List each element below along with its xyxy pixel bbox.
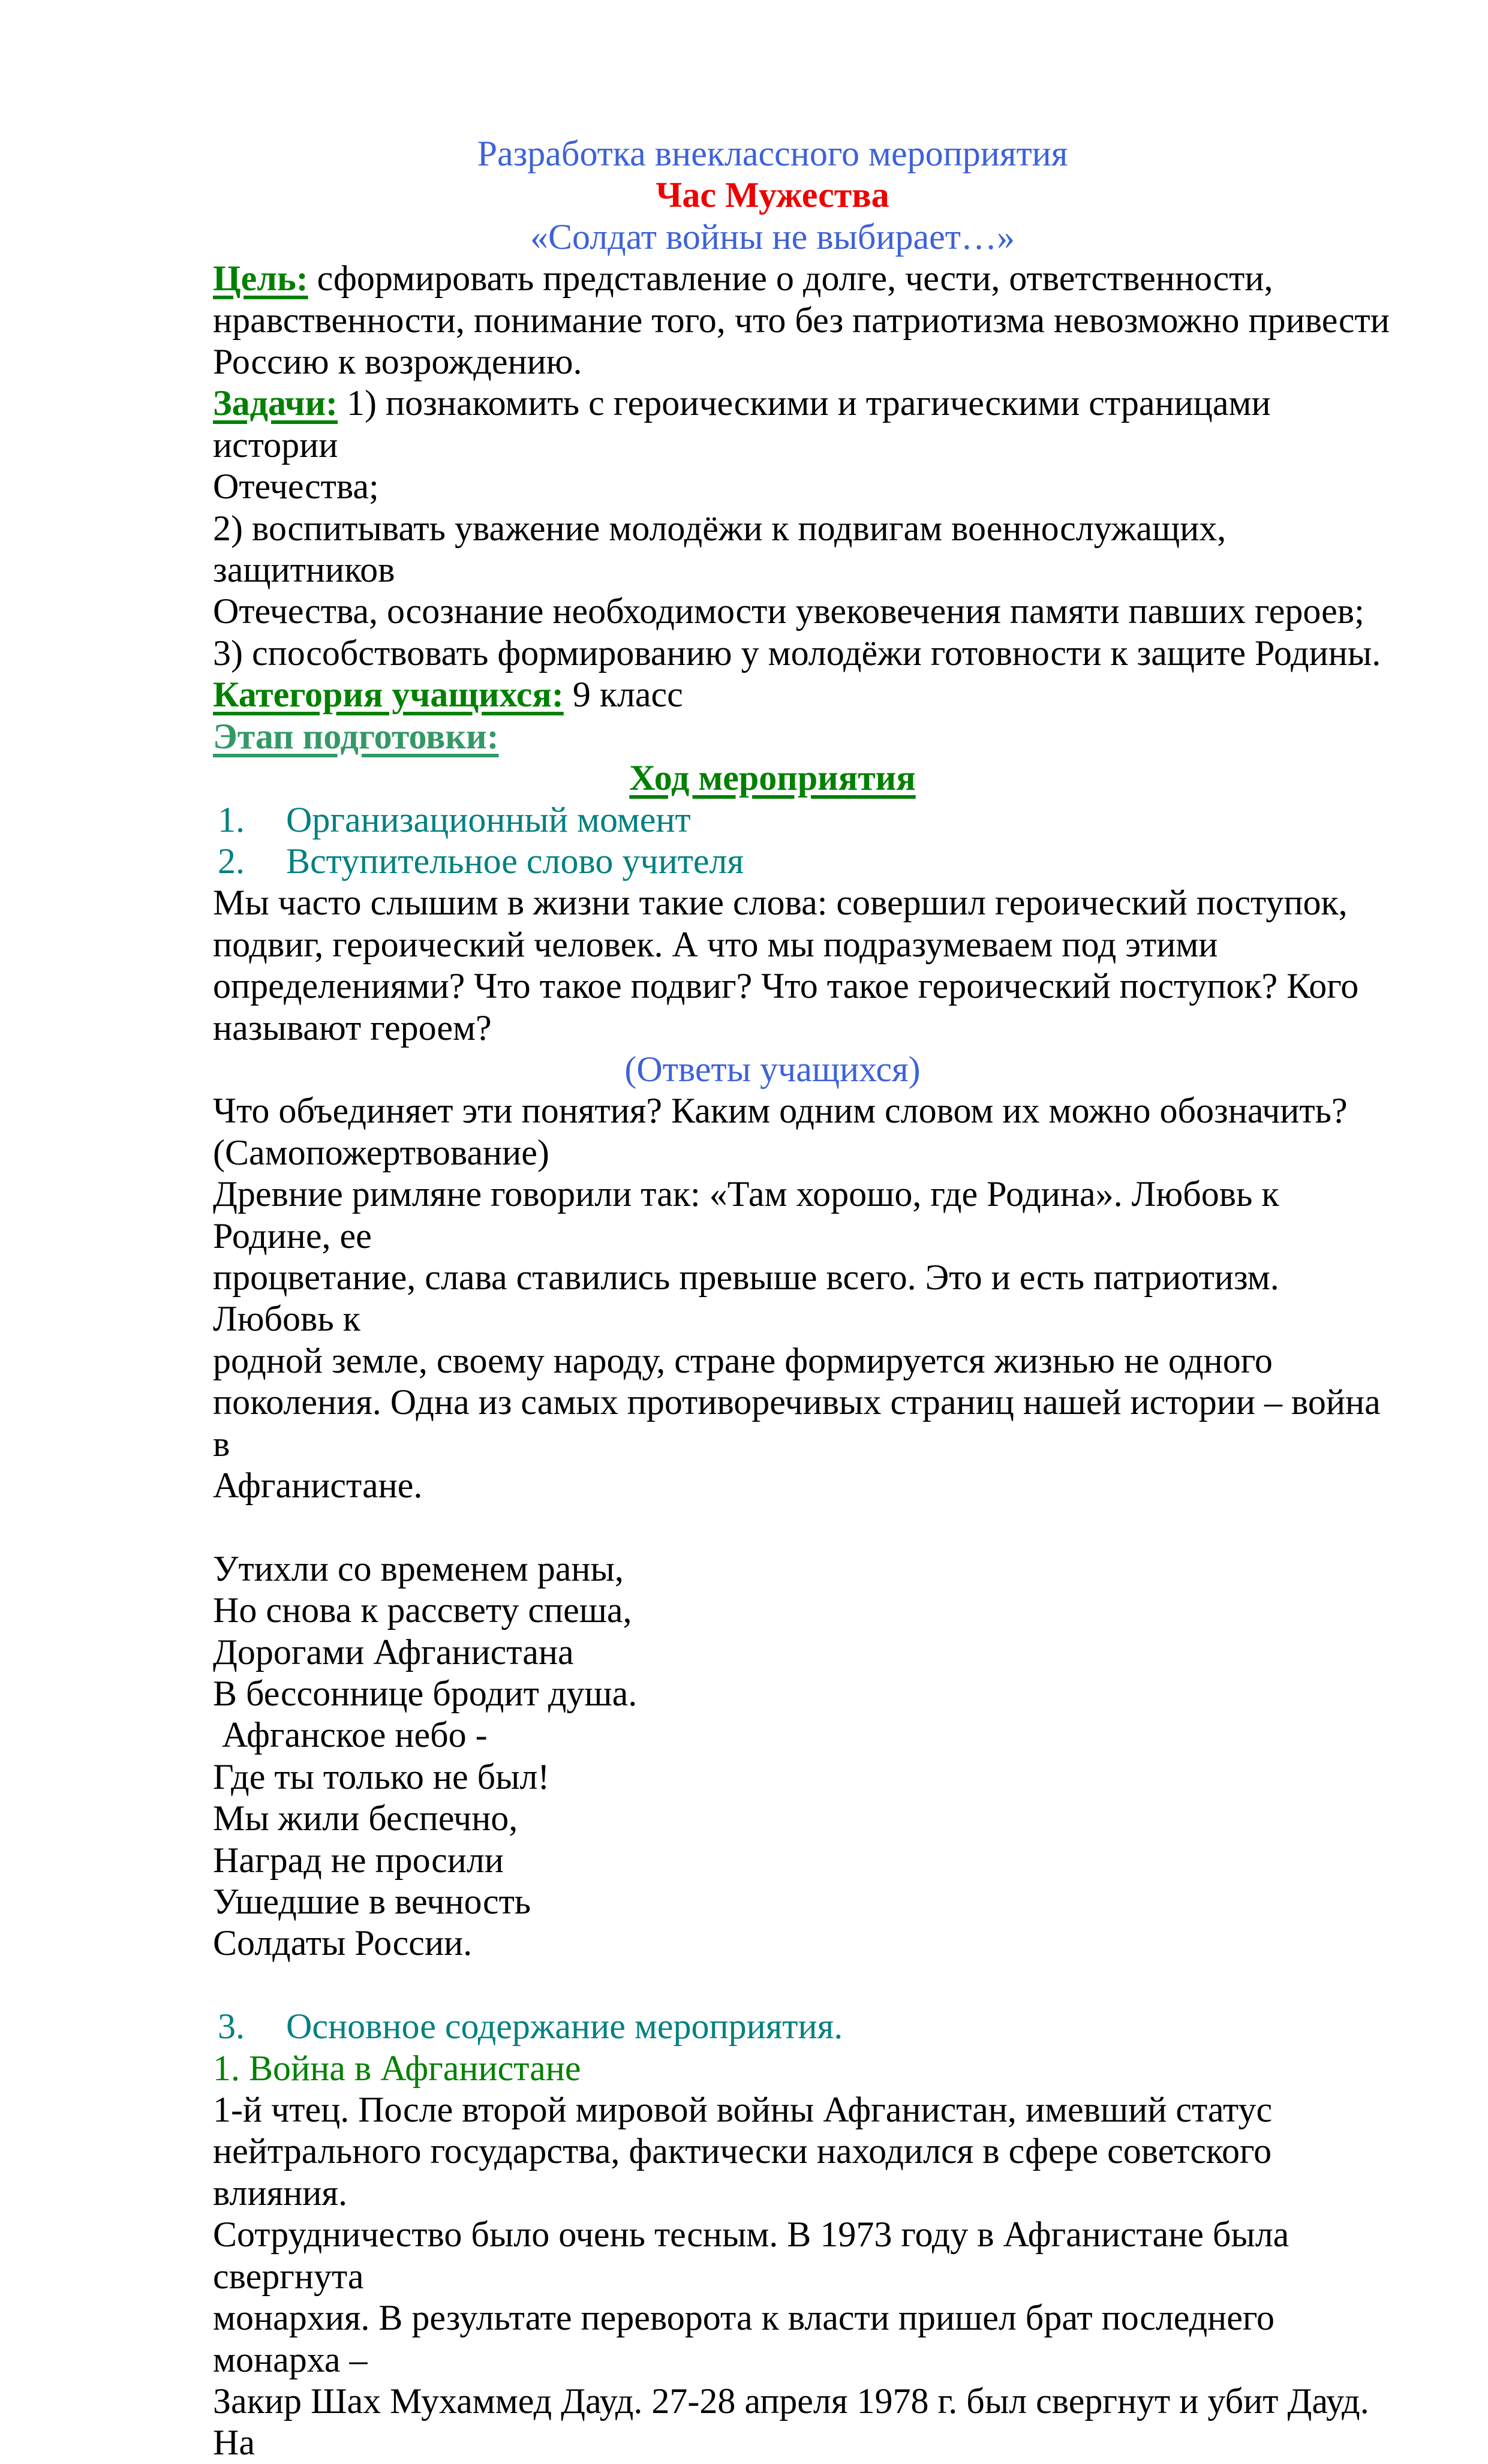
category-line (213, 674, 1398, 715)
stage-label: Этап подготовки: (213, 716, 499, 756)
category-value: 9 класс (563, 675, 683, 715)
tasks-line (213, 383, 1398, 466)
agenda-heading-line (213, 757, 1398, 799)
tasks-text: 1) познакомить с героическими и трагическими страницами истории (213, 383, 1280, 465)
spacer-line (213, 1506, 1398, 1548)
event-quote-title: «Солдат войны не выбирает…» (530, 216, 1015, 257)
agenda-item-1-number: 1. (218, 799, 245, 840)
intro-paragraph-line: Древние римляне говорили так: «Там хорошо, где Родина». Любовь к Родине, ее (213, 1174, 1288, 1256)
tasks-text-line: Отечества, осознание необходимости увековечения памяти павших героев; (213, 591, 1364, 631)
tasks-label: Задачи: (213, 383, 338, 423)
intro-paragraph-line: поколения. Одна из самых противоречивых страниц нашей истории – война в (213, 1382, 1390, 1464)
category-label: Категория учащихся: (213, 675, 564, 715)
intro-paragraph-line: подвиг, героический человек. А что мы подразумеваем под этими (213, 924, 1218, 964)
intro-paragraph-line: (Самопожертвование) (213, 1132, 549, 1172)
agenda-item-3-text: Основное содержание мероприятия. (286, 2006, 843, 2047)
agenda-item-2-text: Вступительное слово учителя (286, 841, 744, 881)
agenda-item-3 (213, 2006, 1398, 2047)
poem-line: Мы жили беспечно, (213, 1798, 518, 1839)
reader-1-paragraph-line: 1-й чтец. После второй мировой войны Афганистан, имевший статус (213, 2090, 1273, 2130)
intro-paragraph-line: Мы часто слышим в жизни такие слова: совершил героический поступок, (213, 883, 1348, 923)
agenda-item-1 (213, 799, 1398, 841)
poem-line: Утихли со временем раны, (213, 1548, 624, 1588)
goal-text-line: Россию к возрождению. (213, 342, 582, 382)
tasks-text-line: 2) воспитывать уважение молодёжи к подвигам военнослужащих, защитников (213, 508, 1236, 590)
tasks-text-line: 3) способствовать формированию у молодёжи готовности к защите Родины. (213, 633, 1381, 673)
reader-1-paragraph-line: Закир Шах Мухаммед Дауд. 27-28 апреля 1978 г. был свергнут и убит Дауд. На (213, 2381, 1378, 2463)
poem-line: Дорогами Афганистана (213, 1632, 574, 1672)
agenda-item-2-number: 2. (218, 841, 245, 881)
agenda-heading: Ход мероприятия (629, 758, 916, 798)
reader-1-paragraph-line: Сотрудничество было очень тесным. В 1973 году в Афганистане была свергнута (213, 2215, 1298, 2296)
poem-line: Ушедшие в вечность (213, 1882, 531, 1922)
poem-line: Наград не просили (213, 1840, 504, 1880)
poem-line: Где ты только не был! (213, 1756, 550, 1797)
intro-paragraph-line: процветание, слава ставились превыше всего. Это и есть патриотизм. Любовь к (213, 1257, 1288, 1339)
goal-label: Цель: (213, 258, 308, 299)
agenda-item-2 (213, 841, 1398, 882)
event-title: Разработка внеклассного мероприятия (477, 134, 1068, 173)
poem-line: Но снова к рассвету спеша, (213, 1590, 632, 1630)
spacer-line (213, 1964, 1398, 2006)
event-subtitle: Час Мужества (656, 175, 889, 215)
reader-1-paragraph-line: нейтрального государства, фактически находился в сфере советского влияния. (213, 2131, 1281, 2213)
intro-paragraph-line: родной земле, своему народу, стране формируется жизнью не одного (213, 1340, 1273, 1380)
tasks-text-line: Отечества; (213, 467, 379, 507)
section-1-heading: 1. Война в Афганистане (213, 2048, 581, 2088)
reader-1-paragraph-line: монархия. В результате переворота к власти пришел брат последнего монарха – (213, 2298, 1284, 2379)
poem-line: Афганское небо - (213, 1715, 488, 1755)
poem-line: В бессоннице бродит душа. (213, 1674, 638, 1714)
agenda-item-3-number: 3. (218, 2006, 245, 2047)
poem-line: Солдаты России. (213, 1923, 473, 1963)
goal-line (213, 258, 1398, 299)
audience-answers-note: (Ответы учащихся) (624, 1049, 921, 1089)
intro-paragraph-line: определениями? Что такое подвиг? Что такое героический поступок? Кого (213, 966, 1359, 1006)
intro-paragraph-line: Афганистане. (213, 1466, 423, 1505)
agenda-item-1-text: Организационный момент (286, 799, 691, 840)
goal-text-line: нравственности, понимание того, что без патриотизма невозможно привести (213, 300, 1390, 340)
stage-line (213, 716, 1398, 757)
intro-paragraph-line: Что объединяет эти понятия? Каким одним словом их можно обозначить? (213, 1091, 1348, 1131)
intro-paragraph-line: называют героем? (213, 1007, 492, 1048)
goal-text: сформировать представление о долге, чести, ответственности, (308, 258, 1273, 299)
